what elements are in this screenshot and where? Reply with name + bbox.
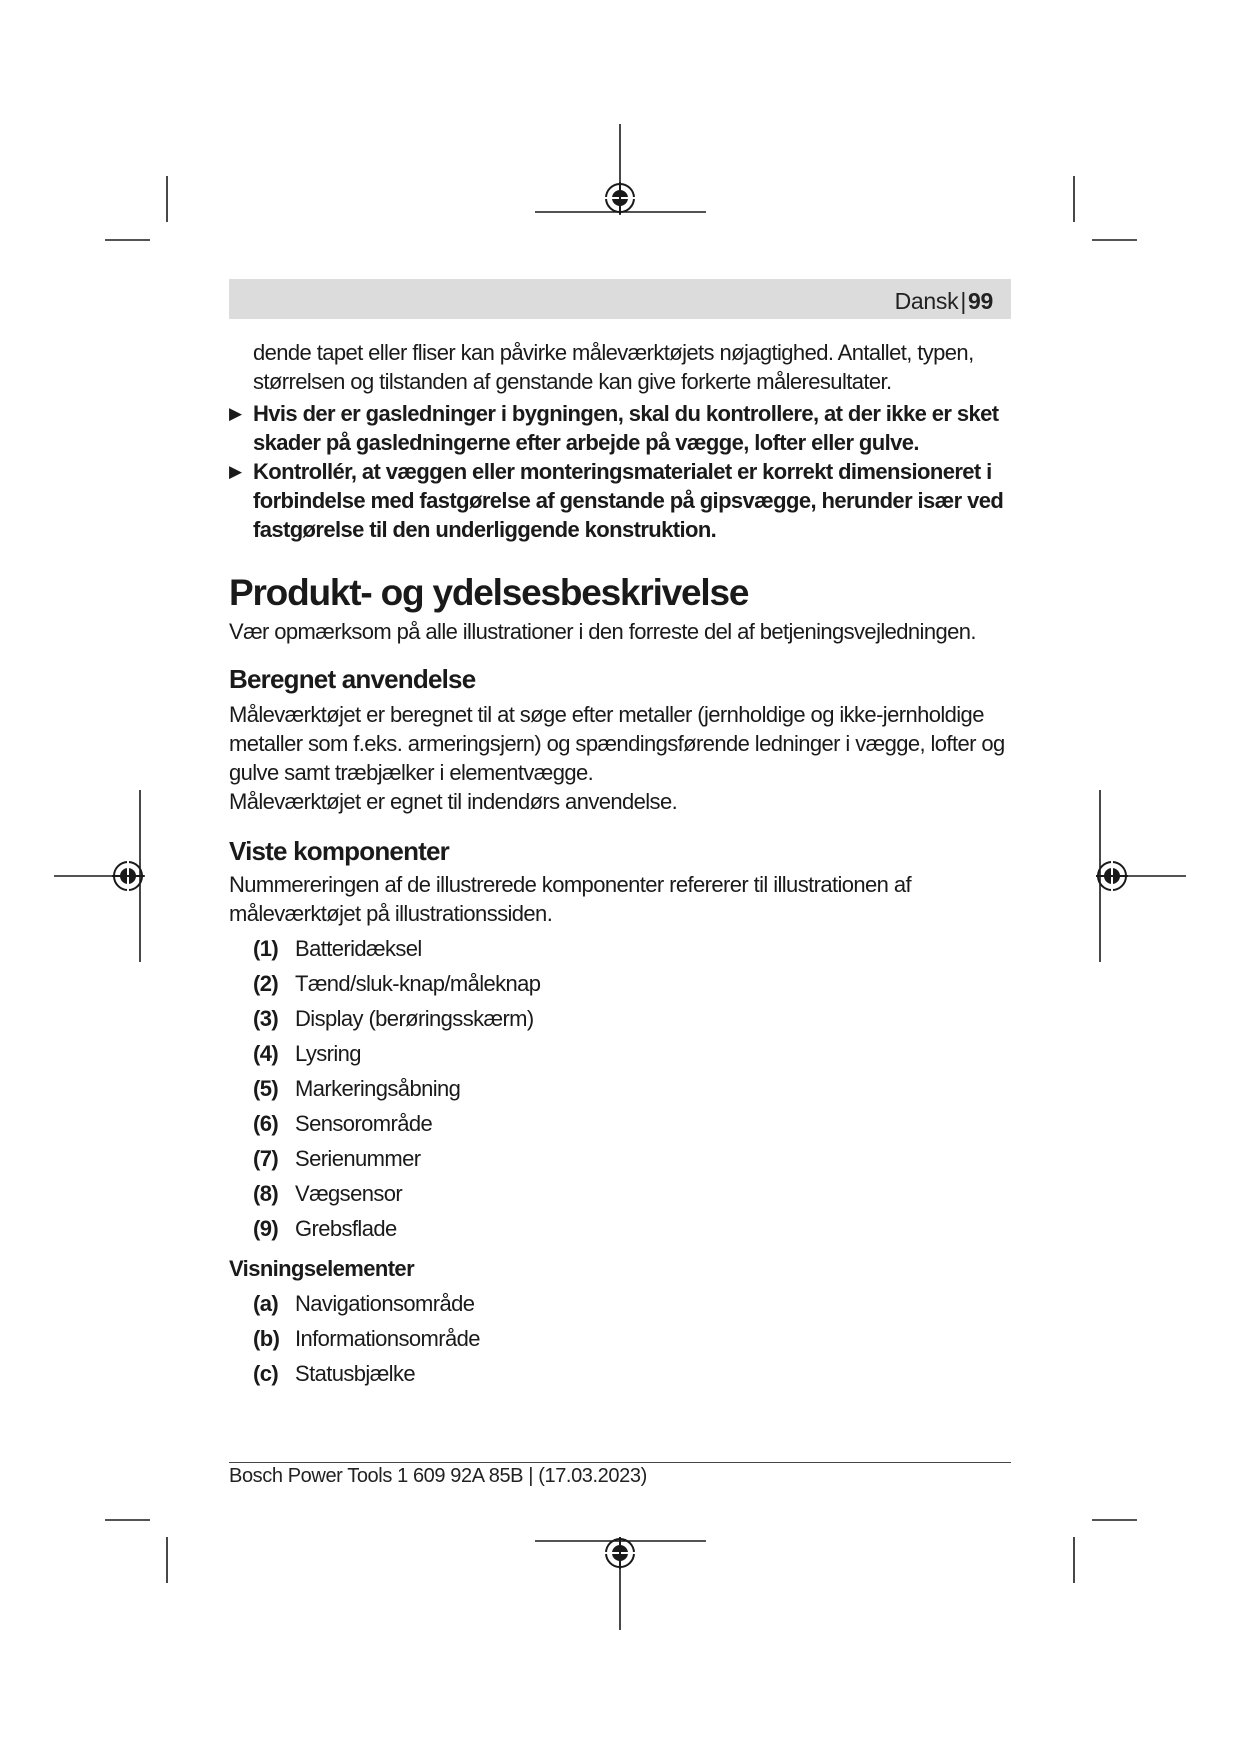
- warning-text: Hvis der er gasledninger i bygningen, skal du kontrollere, at der ikke er sket skader på gasledningerne efter arbejde på vægge, lofter eller gulve.: [253, 401, 999, 455]
- item-label: Serienummer: [295, 1146, 421, 1171]
- item-letter: (c): [253, 1361, 279, 1386]
- list-item: [229, 1179, 1013, 1214]
- display-elements-heading: Visningselementer: [229, 1256, 415, 1281]
- item-number: (2): [253, 971, 279, 996]
- intended-use-paragraph: Måleværktøjet er beregnet til at søge efter metaller (jernholdige og ikke-jernholdige metaller som f.eks. armeringsjern) og spændingsførende ledninger i vægge, lofter og gulve samt træbjælker i elementvægge.: [229, 702, 1005, 785]
- warning-text: Kontrollér, at væggen eller monteringsmaterialet er korrekt dimensioneret i forbindelse med fastgørelse af genstande på gipsvægge, herunder især ved fastgørelse til den underliggende konstruktion.: [253, 459, 1004, 542]
- components-heading: Viste komponenter: [229, 836, 449, 866]
- registration-target-icon: [1096, 860, 1128, 892]
- item-letter: (a): [253, 1291, 279, 1316]
- item-number: (6): [253, 1111, 279, 1136]
- item-letter: (b): [253, 1326, 280, 1351]
- section-title: Produkt- og ydelsesbeskrivelse: [229, 572, 749, 613]
- item-label: Vægsensor: [295, 1181, 403, 1206]
- header-separator: |: [960, 288, 967, 314]
- registration-target-icon: [604, 182, 636, 214]
- list-item: [229, 1214, 1013, 1249]
- header-text: [895, 288, 993, 315]
- header-language: Dansk: [894, 288, 959, 314]
- item-number: (7): [253, 1146, 279, 1171]
- item-number: (4): [253, 1041, 279, 1066]
- list-item: [229, 934, 1013, 969]
- item-label: Informationsområde: [295, 1326, 480, 1351]
- page-footer: Bosch Power Tools 1 609 92A 85B | (17.03.2023): [229, 1465, 647, 1487]
- item-label: Grebsflade: [295, 1216, 397, 1241]
- footer-rule: [229, 1462, 1011, 1463]
- item-label: Statusbjælke: [295, 1361, 415, 1386]
- intended-use-paragraph: Måleværktøjet er egnet til indendørs anvendelse.: [229, 789, 678, 814]
- item-label: Lysring: [295, 1041, 361, 1066]
- item-number: (5): [253, 1076, 279, 1101]
- components-intro: Nummereringen af de illustrerede komponenter refererer til illustrationen af måleværktøjet på illustrationssiden.: [229, 872, 911, 926]
- list-item: [229, 1004, 1013, 1039]
- item-number: (1): [253, 936, 279, 961]
- section-intro: Vær opmærksom på alle illustrationer i den forreste del af betjeningsvejledningen.: [229, 619, 976, 644]
- page-header: [229, 279, 1011, 319]
- list-item: [229, 1359, 1013, 1394]
- page-content: [229, 338, 1013, 1394]
- item-number: (3): [253, 1006, 279, 1031]
- item-label: Batteridæksel: [295, 936, 422, 961]
- list-item: [229, 1144, 1013, 1179]
- list-item: [229, 1074, 1013, 1109]
- intro-paragraph: dende tapet eller fliser kan påvirke måleværktøjets nøjagtighed. Antallet, typen, størrelsen og tilstanden af genstande kan give forkerte måleresultater.: [253, 340, 974, 394]
- item-number: (9): [253, 1216, 279, 1241]
- item-label: Markeringsåbning: [295, 1076, 461, 1101]
- list-item: [229, 1289, 1013, 1324]
- triangle-bullet-icon: ▶: [229, 462, 242, 481]
- item-label: Navigationsområde: [295, 1291, 475, 1316]
- list-item: [229, 1109, 1013, 1144]
- display-elements-list: [229, 1289, 1013, 1394]
- item-label: Tænd/sluk-knap/måleknap: [295, 971, 541, 996]
- list-item: [229, 1039, 1013, 1074]
- warning-item: [229, 399, 1013, 457]
- registration-target-icon: [604, 1537, 636, 1569]
- warning-item: [229, 457, 1013, 544]
- intended-use-heading: Beregnet anvendelse: [229, 664, 476, 694]
- item-label: Display (berøringsskærm): [295, 1006, 534, 1031]
- registration-target-icon: [112, 860, 144, 892]
- list-item: [229, 1324, 1013, 1359]
- triangle-bullet-icon: ▶: [229, 404, 242, 423]
- components-list: [229, 934, 1013, 1249]
- page-number: 99: [968, 288, 993, 314]
- item-label: Sensorområde: [295, 1111, 433, 1136]
- list-item: [229, 969, 1013, 1004]
- item-number: (8): [253, 1181, 279, 1206]
